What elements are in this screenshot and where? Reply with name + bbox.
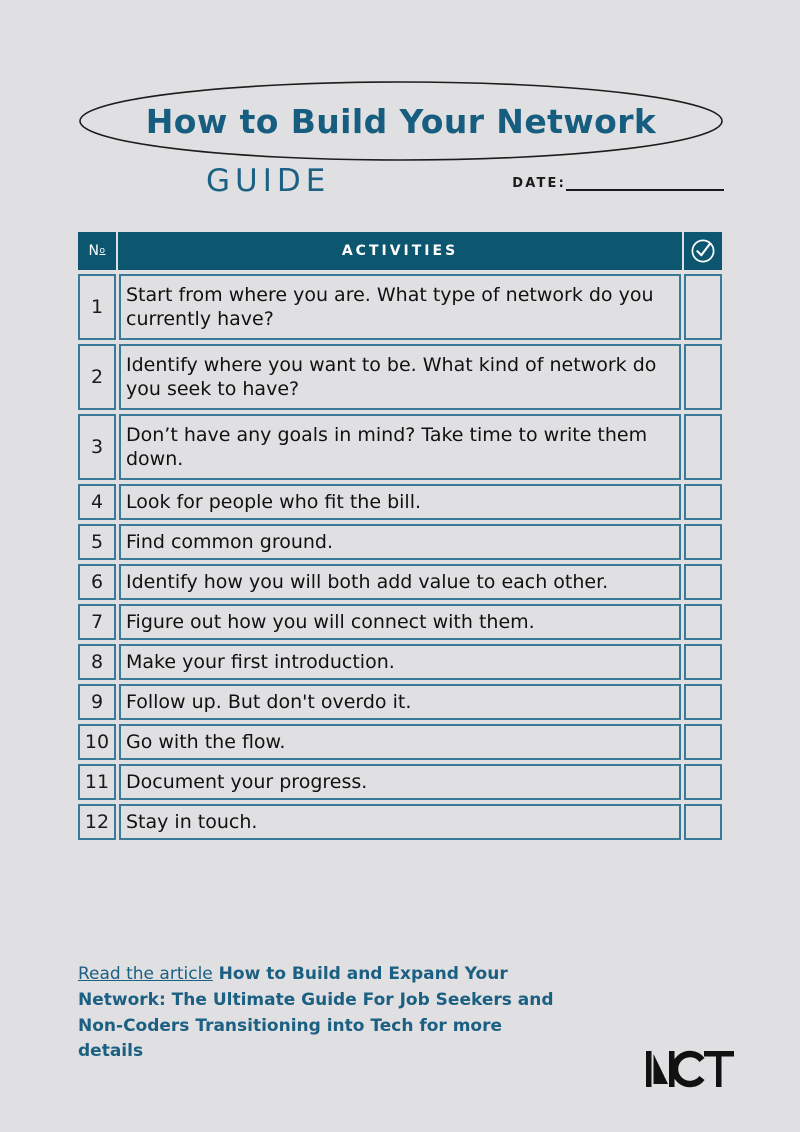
check-circle-icon	[690, 238, 716, 264]
nct-logo	[644, 1048, 736, 1090]
table-row	[78, 764, 722, 800]
table-row	[78, 684, 722, 720]
number-header-label: N	[88, 243, 100, 259]
table-body	[78, 274, 722, 840]
row-number-cell: 9	[78, 684, 116, 720]
row-checkbox-cell[interactable]	[684, 344, 722, 410]
row-activity-cell: Identify how you will both add value to each other.	[119, 564, 681, 600]
column-header-check	[684, 232, 722, 270]
table-row	[78, 344, 722, 410]
date-write-line[interactable]	[566, 189, 724, 191]
row-activity-cell: Identify where you want to be. What kind of network do you seek to have?	[119, 344, 681, 410]
row-activity-cell: Don’t have any goals in mind? Take time to write them down.	[119, 414, 681, 480]
row-activity-cell: Make your first introduction.	[119, 644, 681, 680]
row-number-cell: 5	[78, 524, 116, 560]
date-field[interactable]	[512, 177, 724, 192]
row-activity-cell: Find common ground.	[119, 524, 681, 560]
table-row	[78, 564, 722, 600]
row-number-cell: 7	[78, 604, 116, 640]
row-checkbox-cell[interactable]	[684, 274, 722, 340]
date-label: DATE:	[512, 176, 566, 191]
row-number-cell: 8	[78, 644, 116, 680]
column-header-activities: ACTIVITIES	[118, 232, 682, 270]
row-checkbox-cell[interactable]	[684, 484, 722, 520]
table-row	[78, 414, 722, 480]
row-checkbox-cell[interactable]	[684, 604, 722, 640]
row-number-cell: 1	[78, 274, 116, 340]
row-activity-cell: Go with the flow.	[119, 724, 681, 760]
row-checkbox-cell[interactable]	[684, 724, 722, 760]
row-activity-cell: Figure out how you will connect with them.	[119, 604, 681, 640]
row-activity-cell: Start from where you are. What type of network do you currently have?	[119, 274, 681, 340]
table-row	[78, 724, 722, 760]
row-number-cell: 12	[78, 804, 116, 840]
row-activity-cell: Look for people who fit the bill.	[119, 484, 681, 520]
row-checkbox-cell[interactable]	[684, 644, 722, 680]
row-number-cell: 3	[78, 414, 116, 480]
column-header-number	[78, 232, 116, 270]
activities-table	[78, 232, 722, 844]
title-block	[78, 80, 724, 162]
read-the-article-link[interactable]: Read the article	[78, 964, 213, 984]
footer-article-title: How to Build and Expand Your Network: The Ultimate Guide For Job Seekers and Non-Coders Transitioning into Tech for more details	[78, 964, 554, 1062]
subtitle-row	[78, 163, 724, 205]
number-header-sup: o	[99, 246, 106, 256]
row-activity-cell: Follow up. But don't overdo it.	[119, 684, 681, 720]
row-number-cell: 2	[78, 344, 116, 410]
page-title: How to Build Your Network	[145, 101, 657, 141]
row-checkbox-cell[interactable]	[684, 684, 722, 720]
row-number-cell: 6	[78, 564, 116, 600]
row-checkbox-cell[interactable]	[684, 414, 722, 480]
table-row	[78, 524, 722, 560]
subtitle: GUIDE	[206, 163, 331, 199]
row-number-cell: 10	[78, 724, 116, 760]
table-row	[78, 274, 722, 340]
table-header-row	[78, 232, 722, 270]
row-number-cell: 11	[78, 764, 116, 800]
table-row	[78, 804, 722, 840]
row-checkbox-cell[interactable]	[684, 764, 722, 800]
row-activity-cell: Document your progress.	[119, 764, 681, 800]
footer-note	[78, 962, 558, 1065]
table-row	[78, 604, 722, 640]
row-number-cell: 4	[78, 484, 116, 520]
row-checkbox-cell[interactable]	[684, 564, 722, 600]
table-row	[78, 644, 722, 680]
table-row	[78, 484, 722, 520]
row-checkbox-cell[interactable]	[684, 524, 722, 560]
row-checkbox-cell[interactable]	[684, 804, 722, 840]
row-activity-cell: Stay in touch.	[119, 804, 681, 840]
